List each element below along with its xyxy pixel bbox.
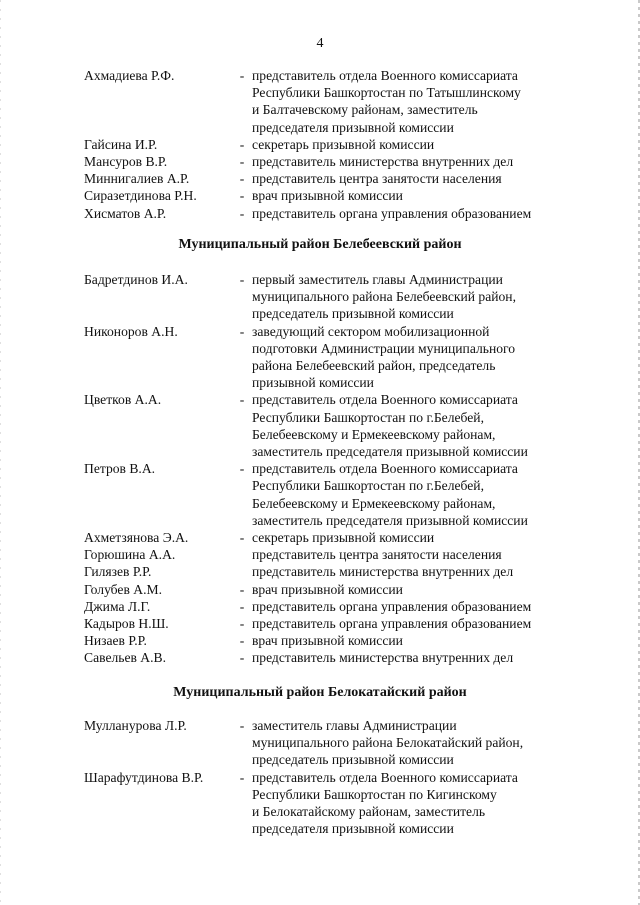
member-row bbox=[84, 615, 594, 632]
member-dash: - bbox=[239, 581, 245, 597]
member-role: представитель министерства внутренних дел bbox=[252, 650, 514, 666]
member-row bbox=[84, 529, 594, 546]
member-row bbox=[84, 136, 594, 153]
member-role: представитель министерства внутренних дел bbox=[252, 564, 514, 580]
member-name: Савельев А.В. bbox=[84, 650, 166, 666]
member-name: Кадыров Н.Ш. bbox=[84, 616, 169, 632]
member-list-tatyshly bbox=[84, 67, 594, 222]
member-row bbox=[84, 717, 594, 769]
member-dash: - bbox=[239, 188, 245, 204]
member-dash: - bbox=[239, 154, 245, 170]
member-dash: - bbox=[239, 323, 245, 339]
member-dash: - bbox=[239, 136, 245, 152]
member-row bbox=[84, 323, 594, 392]
member-role: врач призывной комиссии bbox=[252, 188, 403, 204]
member-role: представитель органа управления образованием bbox=[252, 598, 532, 614]
member-dash: - bbox=[239, 598, 245, 614]
member-dash: - bbox=[239, 68, 245, 83]
member-dash: - bbox=[239, 272, 245, 287]
member-role: заместитель главы Администрации муниципального района Белокатайский район, председатель призывной комиссии bbox=[252, 718, 524, 768]
member-role: представитель отдела Военного комиссариата Республики Башкортостан по Татышлинскому и Балтачевскому районам, заместитель председателя призывной комиссии bbox=[252, 68, 521, 135]
member-row bbox=[84, 153, 594, 170]
member-name: Мансуров В.Р. bbox=[84, 154, 168, 170]
section-heading-belokatay: Муниципальный район Белокатайский район bbox=[173, 685, 467, 700]
member-dash: - bbox=[239, 392, 245, 408]
member-row bbox=[84, 546, 594, 563]
member-name: Никоноров А.Н. bbox=[84, 323, 178, 339]
member-dash: - bbox=[239, 650, 245, 666]
member-list-belokatay bbox=[84, 717, 594, 837]
member-row bbox=[84, 67, 594, 136]
member-role: секретарь призывной комиссии bbox=[252, 136, 435, 152]
page-number: 4 bbox=[316, 36, 324, 51]
member-role: первый заместитель главы Администрации муниципального района Белебеевский район, председатель призывной комиссии bbox=[252, 272, 516, 322]
member-dash: - bbox=[239, 205, 245, 221]
member-dash: - bbox=[239, 718, 245, 733]
member-role: представитель органа управления образованием bbox=[252, 616, 532, 632]
member-name: Голубев А.М. bbox=[84, 581, 162, 597]
member-name: Низаев Р.Р. bbox=[84, 633, 147, 649]
member-role: секретарь призывной комиссии bbox=[252, 530, 435, 546]
member-row bbox=[84, 271, 594, 323]
member-dash: - bbox=[239, 171, 245, 187]
member-name: Гилязев Р.Р. bbox=[84, 564, 152, 580]
member-row bbox=[84, 391, 594, 460]
section-heading-belebey: Муниципальный район Белебеевский район bbox=[178, 237, 462, 252]
member-row bbox=[84, 170, 594, 187]
member-dash: - bbox=[239, 769, 245, 785]
member-dash: - bbox=[239, 616, 245, 632]
member-row bbox=[84, 460, 594, 529]
member-row bbox=[84, 598, 594, 615]
member-row bbox=[84, 632, 594, 649]
member-role: представитель отдела Военного комиссариата Республики Башкортостан по г.Белебей, Белебеевскому и Ермекеевскому районам, заместитель председателя призывной комиссии bbox=[252, 392, 528, 460]
member-name: Миннигалиев А.Р. bbox=[84, 171, 190, 187]
member-row bbox=[84, 581, 594, 598]
member-name: Цветков А.А. bbox=[84, 392, 162, 408]
member-dash: - bbox=[239, 461, 245, 477]
member-row bbox=[84, 769, 594, 838]
member-dash: - bbox=[239, 633, 245, 649]
member-dash: - bbox=[239, 530, 245, 546]
member-role: представитель органа управления образованием bbox=[252, 205, 532, 221]
member-name: Сиразетдинова Р.Н. bbox=[84, 188, 197, 204]
member-name: Петров В.А. bbox=[84, 461, 156, 477]
member-name: Ахмадиева Р.Ф. bbox=[84, 68, 175, 83]
member-name: Бадретдинов И.А. bbox=[84, 272, 188, 287]
member-name: Мулланурова Л.Р. bbox=[84, 718, 187, 733]
member-name: Ахметзянова Э.А. bbox=[84, 530, 189, 546]
member-row bbox=[84, 563, 594, 580]
member-role: заведующий сектором мобилизационной подготовки Администрации муниципального района Белебеевский район, председатель призывной комиссии bbox=[252, 323, 516, 391]
scan-edge-left bbox=[0, 0, 1, 905]
member-role: представитель отдела Военного комиссариата Республики Башкортостан по Кигинскому и Белокатайскому районам, заместитель председателя призывной комиссии bbox=[252, 769, 518, 837]
member-row bbox=[84, 187, 594, 204]
member-row bbox=[84, 205, 594, 222]
member-role: представитель центра занятости населения bbox=[252, 171, 502, 187]
member-name: Шарафутдинова В.Р. bbox=[84, 769, 204, 785]
member-name: Джима Л.Г. bbox=[84, 598, 151, 614]
member-row bbox=[84, 649, 594, 666]
member-role: представитель отдела Военного комиссариата Республики Башкортостан по г.Белебей, Белебеевскому и Ермекеевскому районам, заместитель председателя призывной комиссии bbox=[252, 461, 528, 528]
member-name: Горюшина А.А. bbox=[84, 547, 176, 563]
member-list-belebey bbox=[84, 271, 594, 667]
member-role: врач призывной комиссии bbox=[252, 581, 403, 597]
member-role: представитель центра занятости населения bbox=[252, 547, 502, 563]
member-role: представитель министерства внутренних дел bbox=[252, 154, 514, 170]
member-name: Гайсина И.Р. bbox=[84, 136, 158, 152]
member-role: врач призывной комиссии bbox=[252, 633, 403, 649]
member-name: Хисматов А.Р. bbox=[84, 205, 167, 221]
